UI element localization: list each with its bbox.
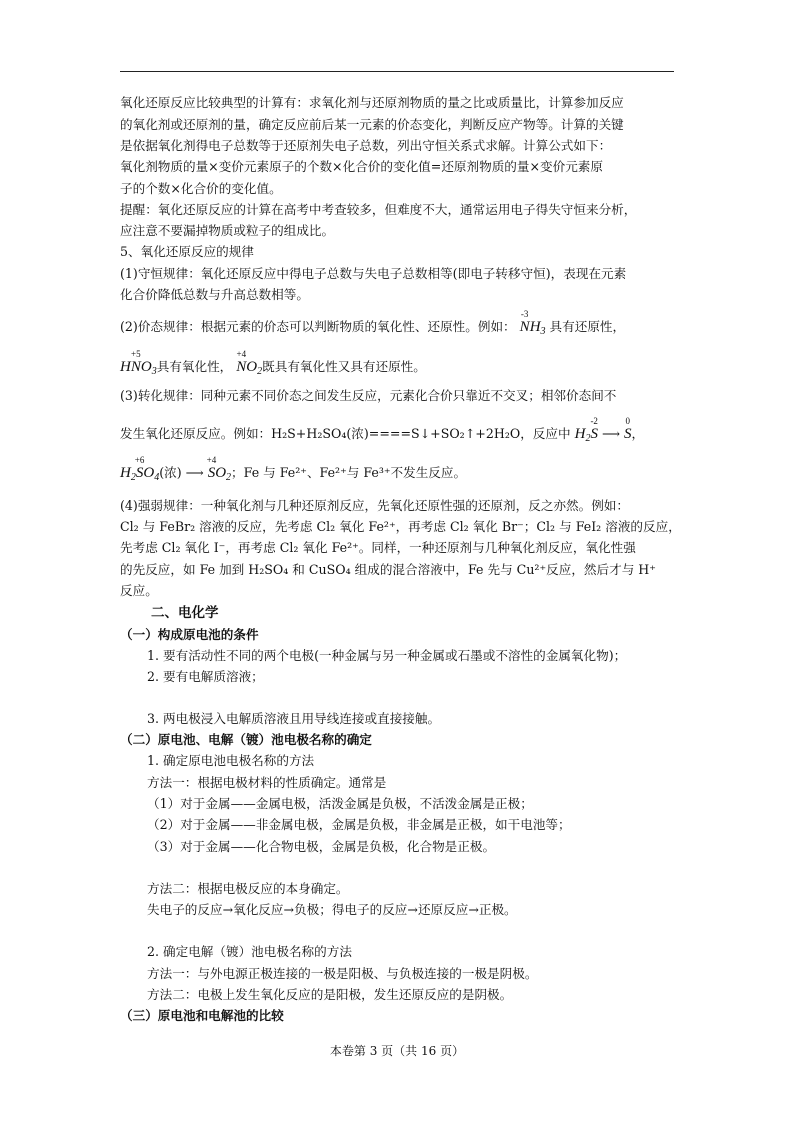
- list-item: 2. 要有电解质溶液；: [147, 669, 264, 684]
- paragraph-line: 的先反应，如 Fe 加到 H₂SO₄ 和 CuSO₄ 组成的混合溶液中，Fe 先与 Cu²⁺反应，然后才与 H⁺: [120, 562, 656, 577]
- oxidation-atom: S +4: [206, 455, 217, 481]
- paragraph-line: 反应。: [120, 583, 158, 598]
- paragraph-line: 方法二：根据电极反应的本身确定。: [147, 881, 349, 896]
- paragraph-line: [120, 455, 467, 483]
- paragraph-line: 方法二：电极上发生氧化反应的是阳极，发生还原反应的是阴极。: [147, 987, 513, 1002]
- paragraph-line: Cl₂ 与 FeBr₂ 溶液的反应，先考虑 Cl₂ 氧化 Fe²⁺，再考虑 Cl₂ 氧化 Br⁻；Cl₂ 与 FeI₂ 溶液的反应，: [120, 519, 681, 534]
- oxidation-atom: S 0: [624, 416, 632, 442]
- paragraph-line: 方法一：与外电源正极连接的一极是阳极、与负极连接的一极是阴极。: [147, 966, 538, 981]
- paragraph-line: 发生氧化还原反应。例如：H₂S+H₂SO₄(浓)====S↓+SO₂↑+2H₂O，反应中 $H_2S$ -2 ⟶ S 0 ，: [120, 416, 645, 444]
- paragraph-line: 失电子的反应→氧化反应→负极；得电子的反应→还原反应→正极。: [147, 902, 517, 917]
- page-footer: 本卷第 3 页（共 16 页）: [329, 1044, 465, 1058]
- section-title: 二、电化学: [151, 605, 219, 621]
- paragraph-line: 应注意不要漏掉物质或粒子的组成比。: [120, 223, 335, 238]
- text-run: (浓): [159, 465, 182, 480]
- paragraph-line: 化合价降低总数与升高总数相等。: [120, 287, 309, 302]
- oxidation-atom: N -3: [519, 309, 530, 335]
- paragraph-line: (1)守恒规律：氧化还原反应中得电子总数与失电子总数相等(即电子转移守恒)，表现在元素: [120, 266, 627, 281]
- paragraph-line: [120, 309, 626, 337]
- formula-h2so4: $H_2S$ +6 $O_4$: [120, 455, 160, 483]
- paragraph-line: 氧化还原反应比较典型的计算有：求氧化剂与还原剂物质的量之比或质量比，计算参加反应: [120, 95, 624, 110]
- arrow-icon: ⟶: [185, 465, 204, 480]
- paragraph-line: 子的个数×化合价的变化值。: [120, 181, 282, 196]
- formula-s: [624, 416, 632, 442]
- paragraph-line: (3)转化规律：同种元素不同价态之间发生反应，元素化合价只靠近不交叉；相邻价态间不: [120, 388, 617, 403]
- list-item: 1. 确定原电池电极名称的方法: [147, 753, 315, 768]
- subsection-title: （三）原电池和电解池的比较: [120, 1008, 284, 1023]
- text-run: 发生氧化还原反应。例如：: [120, 426, 272, 441]
- list-item: 3. 两电极浸入电解质溶液且用导线连接或直接接触。: [147, 711, 441, 726]
- reaction-equation: H₂S+H₂SO₄(浓)====S↓+SO₂↑+2H₂O: [271, 426, 521, 441]
- text-run: (2)价态规律：根据元素的价态可以判断物质的氧化性、还原性。例如：: [120, 319, 516, 334]
- text-run: 具有还原性，: [549, 319, 626, 334]
- oxidation-atom: N +4: [236, 349, 247, 375]
- formula-so2: S +4 $O_2$: [206, 455, 232, 483]
- paragraph-line: [120, 349, 426, 377]
- paragraph-line: 的氧化剂或还原剂的量，确定反应前后某一元素的价态变化，判断反应产物等。计算的关键: [120, 117, 624, 132]
- list-item: （3）对于金属——化合物电极，金属是负极，化合物是正极。: [147, 839, 496, 854]
- paragraph-line: (4)强弱规律：一种氧化剂与几种还原剂反应，先氧化还原性强的还原剂，反之亦然。例如：: [120, 498, 629, 513]
- text-run: 具有氧化性，: [156, 359, 233, 374]
- paragraph-line: 提醒：氧化还原反应的计算在高考中考查较多，但难度不大，通常运用电子得失守恒来分析，: [120, 202, 637, 217]
- formula-h2s: $H_2S$ -2: [574, 416, 598, 444]
- section-heading: 5、氧化还原反应的规律: [120, 244, 254, 259]
- list-item: （1）对于金属——金属电极，活泼金属是负极，不活泼金属是正极；: [147, 796, 533, 811]
- text-run: ；Fe 与 Fe²⁺、Fe²⁺与 Fe³⁺不发生反应。: [231, 465, 467, 480]
- paragraph-line: 先考虑 Cl₂ 氧化 I⁻，再考虑 Cl₂ 氧化 Fe²⁺。同样，一种还原剂与几种氧化剂反应，氧化性强: [120, 540, 636, 555]
- paragraph-line: 是依据氧化剂得电子总数等于还原剂失电子总数，列出守恒关系式求解。计算公式如下：: [120, 138, 612, 153]
- arrow-icon: ⟶: [601, 426, 621, 441]
- oxidation-atom: N +5: [130, 349, 141, 375]
- list-item: （2）对于金属——非金属电极，金属是负极，非金属是正极，如干电池等；: [147, 817, 571, 832]
- header-rule: [120, 71, 674, 72]
- formula-hno3: HN +5 $O_3$: [120, 349, 157, 377]
- list-item: 1. 要有活动性不同的两个电极(一种金属与另一种金属或石墨或不溶性的金属氧化物)；: [147, 648, 627, 663]
- subsection-title: （一）构成原电池的条件: [120, 627, 259, 642]
- list-item: 2. 确定电解（镀）池电极名称的方法: [147, 944, 352, 959]
- subsection-title: （二）原电池、电解（镀）池电极名称的确定: [120, 732, 372, 747]
- paragraph-line: 氧化剂物质的量×变价元素原子的个数×化合价的变化值=还原剂物质的量×变价元素原: [120, 159, 603, 174]
- oxidation-atom: S +6: [134, 455, 145, 481]
- formula-no2: N +4 $O_2$: [236, 349, 263, 377]
- oxidation-atom: S -2: [590, 416, 598, 442]
- text-run: 既具有氧化性又具有还原性。: [262, 359, 426, 374]
- text-run: ，反应中: [520, 426, 571, 441]
- formula-nh3: N -3 $H_3$: [519, 309, 546, 337]
- paragraph-line: 方法一：根据电极材料的性质确定。通常是: [147, 775, 387, 790]
